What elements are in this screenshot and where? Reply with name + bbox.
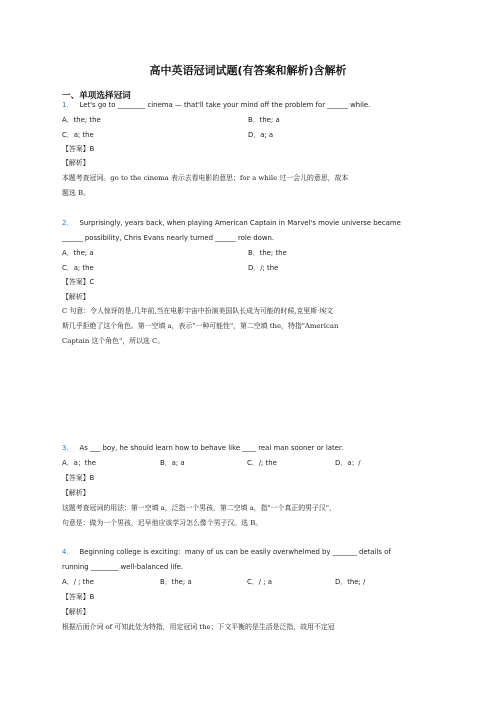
question-text: Let's go to ________ cinema — that'll take your mind off the problem for ______ while. bbox=[79, 101, 371, 109]
question-3-stem bbox=[62, 444, 343, 453]
option-d: D．the; / bbox=[335, 578, 366, 586]
question-number: 2． bbox=[62, 219, 74, 227]
analysis-label: 【解析】 bbox=[62, 608, 90, 616]
question-number: 1． bbox=[62, 101, 74, 109]
section-heading: 一、单项选择冠词 bbox=[62, 91, 131, 101]
option-d: D．a; a bbox=[248, 131, 274, 139]
analysis-label: 【解析】 bbox=[62, 293, 90, 301]
question-text: As ___ boy, he should learn how to behave like ____ real man sooner or later. bbox=[79, 444, 344, 452]
question-text: Beginning college is exciting：many of us can be easily overwhelmed by _______ details of bbox=[79, 548, 391, 556]
option-b: B．the; a bbox=[160, 578, 192, 586]
question-text-line2: running ________ well-balanced life. bbox=[62, 563, 184, 571]
answer-label: 【答案】C bbox=[62, 278, 95, 286]
analysis-line: Captain 这个角色"，所以选 C。 bbox=[62, 337, 165, 345]
option-a: A．a；the bbox=[62, 459, 97, 467]
option-c: C．/; the bbox=[247, 459, 277, 467]
option-c: C．a; the bbox=[62, 131, 94, 139]
analysis-line: 斯几乎拒绝了这个角色。第一空填 a，表示"一种可能性"，第二空填 the，特指"American bbox=[62, 322, 339, 330]
option-a: A．/ ; the bbox=[62, 578, 94, 586]
question-4-stem bbox=[62, 548, 391, 557]
analysis-line: 本题考查冠词。go to the cinema 表示去看电影的意思；for a while 过一会儿的意思，故本 bbox=[62, 174, 349, 182]
answer-label: 【答案】B bbox=[62, 145, 95, 153]
question-number: 3． bbox=[62, 444, 74, 452]
analysis-line: 题选 B。 bbox=[62, 189, 90, 197]
option-c: C．/ ; a bbox=[247, 578, 272, 586]
option-b: B．the; a bbox=[248, 116, 280, 124]
option-c: C．a; the bbox=[62, 264, 94, 272]
answer-label: 【答案】B bbox=[62, 474, 95, 482]
option-d: D．a；/ bbox=[335, 459, 361, 467]
option-b: B．a; a bbox=[160, 459, 185, 467]
question-text-line2: ______ possibility, Chris Evans nearly turned ______ role down. bbox=[62, 234, 275, 242]
page-title: 高中英语冠词试题(有答案和解析)含解析 bbox=[149, 64, 347, 77]
answer-label: 【答案】B bbox=[62, 593, 95, 601]
analysis-label: 【解析】 bbox=[62, 159, 90, 167]
question-1-stem bbox=[62, 101, 370, 110]
option-a: A．the; the bbox=[62, 116, 101, 124]
option-b: B．the; the bbox=[248, 249, 287, 257]
question-2-stem bbox=[62, 219, 401, 228]
analysis-line: C 句意：令人惊讶的是,几年前,当在电影宇宙中扮演美国队长成为可能的时候,克里斯·埃文 bbox=[62, 307, 334, 315]
analysis-line: 这题考查冠词的用法：第一空填 a，泛指一个男孩，第二空填 a，指"一个真正的男子汉"， bbox=[62, 504, 336, 512]
analysis-line: 句意是：做为一个男孩，迟早他应该学习怎么像个男子汉。选 B。 bbox=[62, 519, 263, 527]
option-a: A．the; a bbox=[62, 249, 94, 257]
option-d: D．/; the bbox=[248, 264, 279, 272]
analysis-label: 【解析】 bbox=[62, 489, 90, 497]
analysis-line: 根据后面介词 of 可知此处为特指，用定冠词 the；下文平衡的是生活是泛指，故用不定冠 bbox=[62, 623, 335, 631]
question-text: Surprisingly, years back, when playing American Captain in Marvel's movie universe became bbox=[79, 219, 401, 227]
question-number: 4． bbox=[62, 548, 74, 556]
